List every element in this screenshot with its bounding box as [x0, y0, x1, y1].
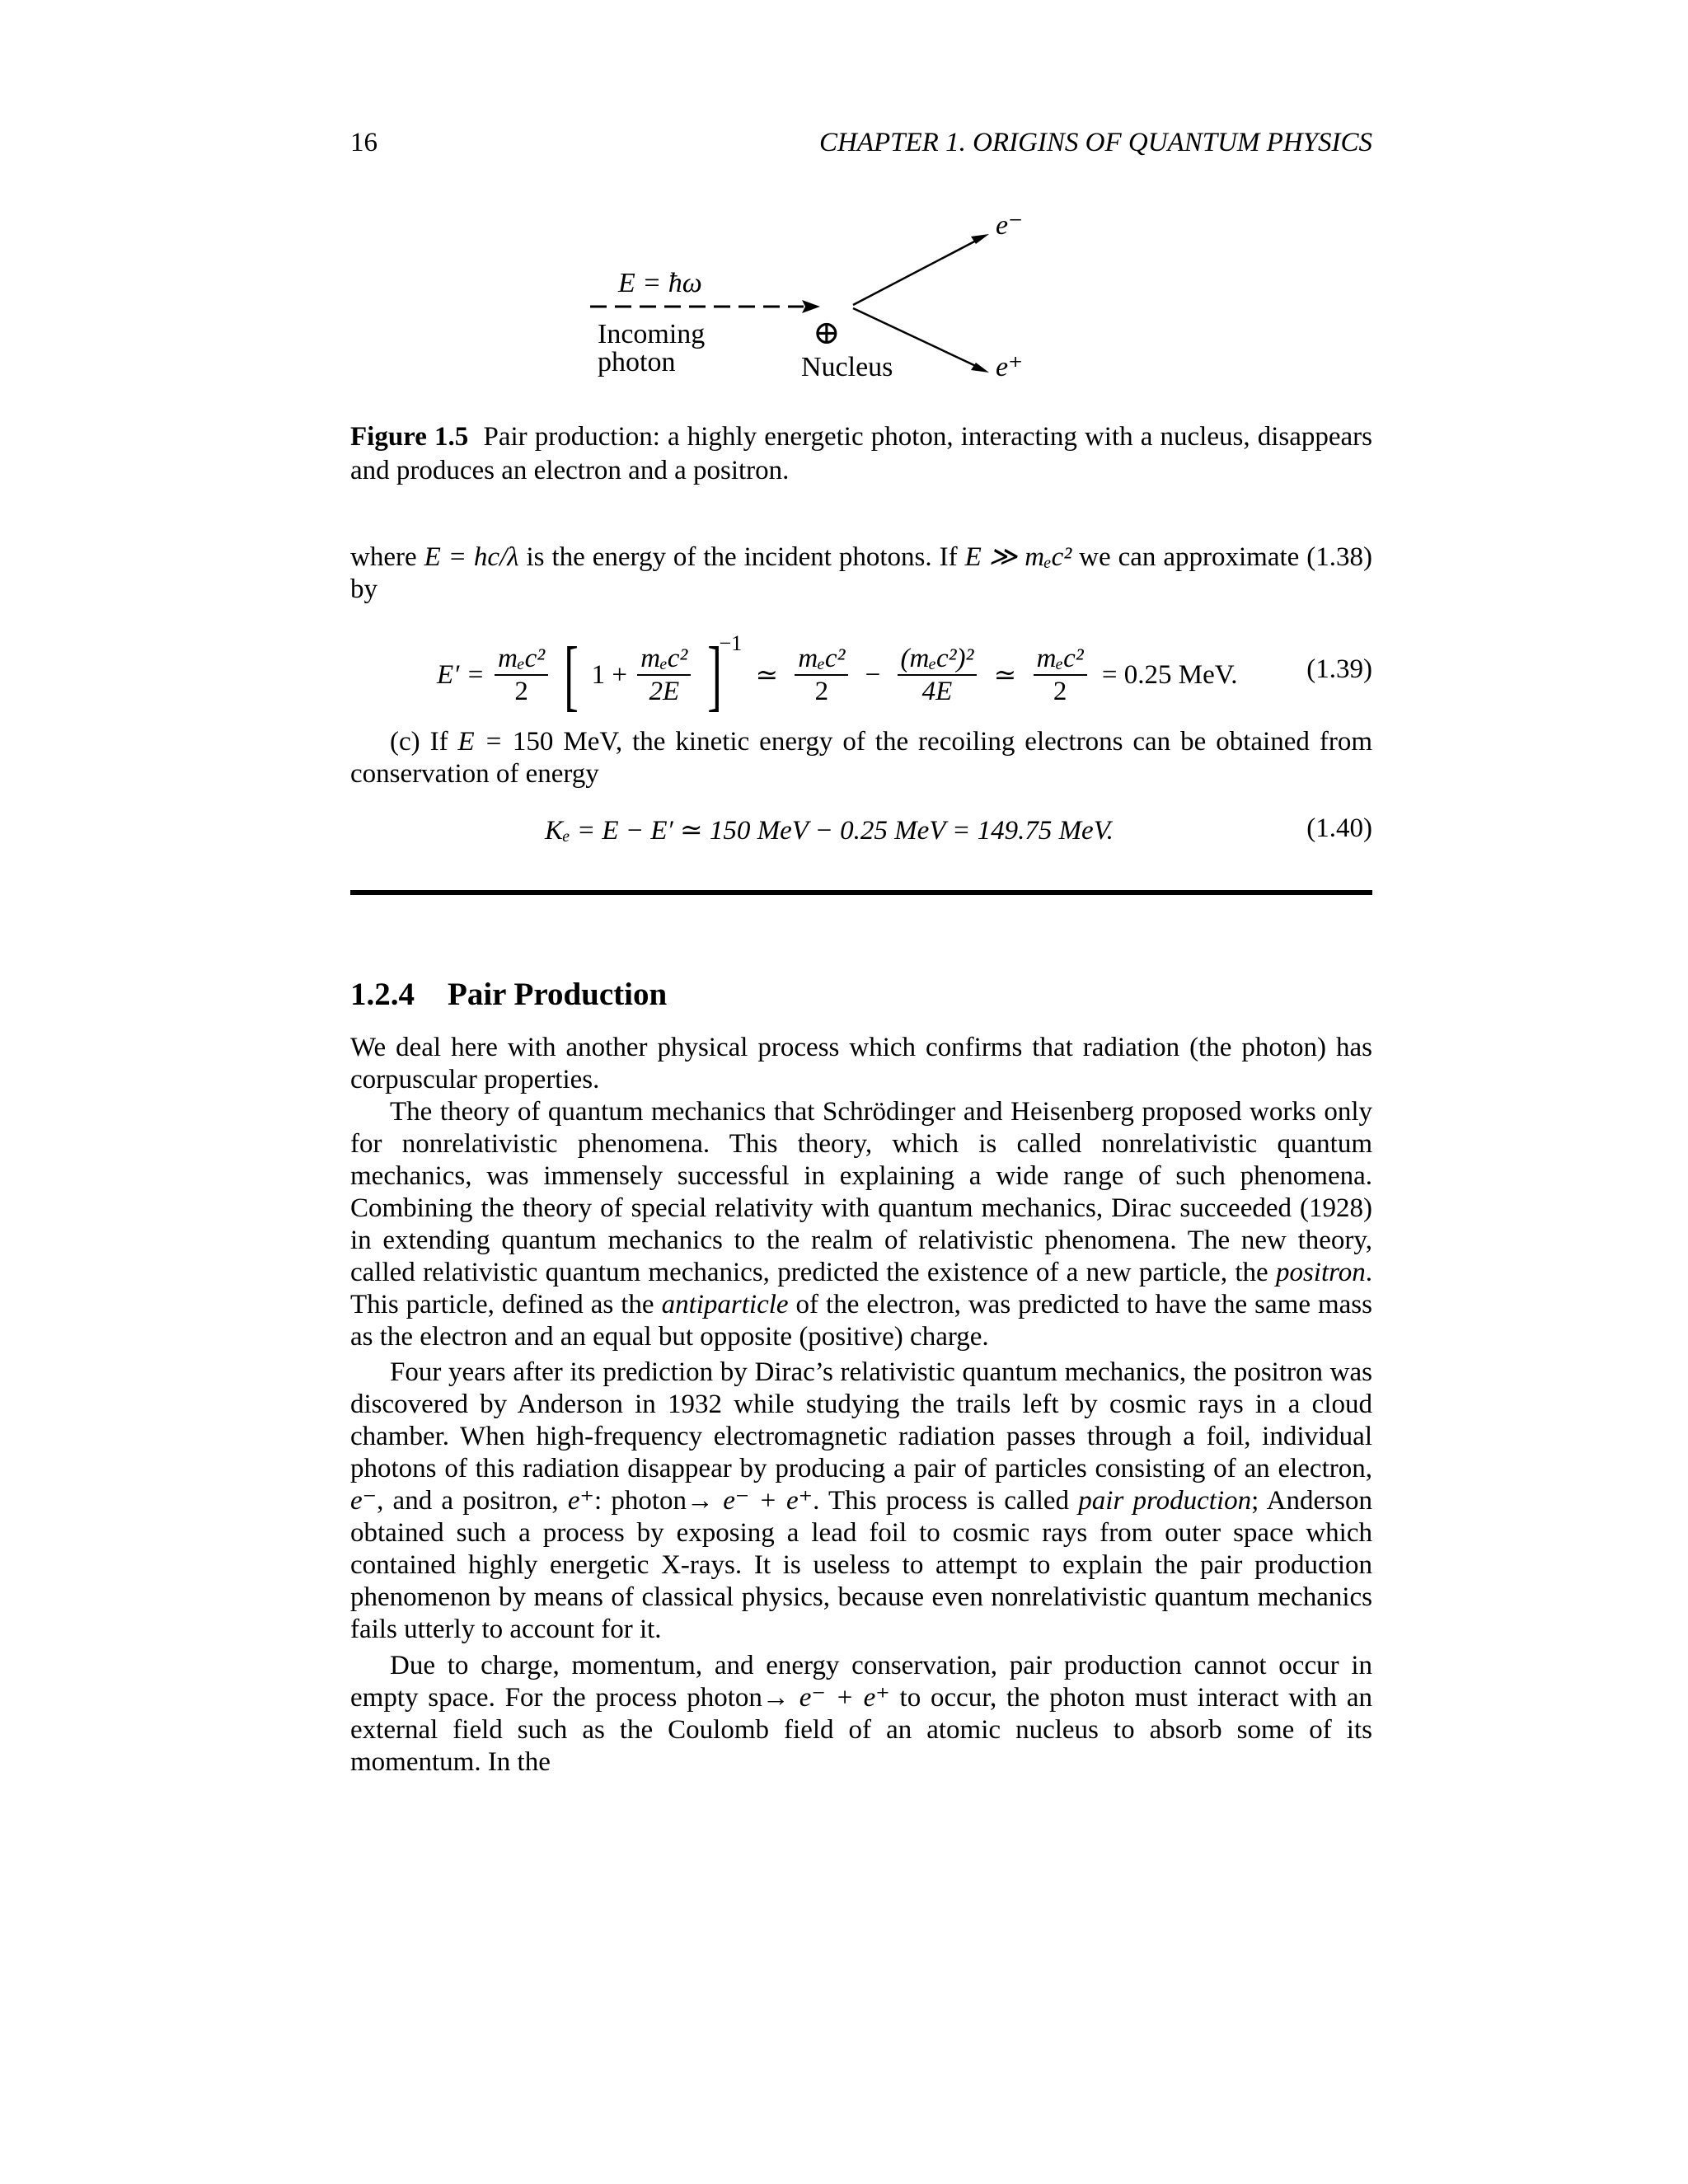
electron-track	[853, 239, 979, 305]
running-title: CHAPTER 1. ORIGINS OF QUANTUM PHYSICS	[819, 128, 1372, 157]
pair-production-figure	[577, 206, 1071, 396]
nucleus-label: Nucleus	[801, 352, 893, 382]
eq139-frac4: $\frac{\text{(mₑc²)²}}{4E}$	[898, 643, 978, 707]
eq139-minus: −	[865, 659, 881, 690]
equation-1-39	[350, 630, 1372, 719]
para2-text-a: (c) If	[390, 727, 458, 757]
paragraph-where	[350, 541, 1372, 606]
para1-math-a: E = hc/λ	[424, 542, 519, 572]
eq139-frac2: $\frac{\text{mₑc²}}{2E}$	[637, 643, 691, 707]
electron-label: e⁻	[996, 210, 1024, 241]
para5-text-e: ; Anderson obtained such a process by exposing a lead foil to cosmic rays from outer space which contained highly energetic X-rays. It is useless to attempt to explain the pair production phenomenon by means of classical physics, because even nonrelativistic quantum mechanics fails utterly to account for it.	[350, 1486, 1372, 1644]
para2-text-b: 150 MeV, the kinetic energy of the recoiling electrons can be obtained from conservation of energy	[350, 727, 1372, 789]
eq139-result: = 0.25 MeV.	[1101, 659, 1238, 690]
para2-math-a: E =	[457, 727, 513, 757]
section-divider	[350, 890, 1372, 895]
section-title: Pair Production	[448, 977, 668, 1012]
para1-text-c: we can approximate (1.38) by	[350, 542, 1372, 604]
eq139-one-plus: 1 +	[591, 659, 628, 690]
para1-math-b: E ≫ mₑc²	[964, 542, 1072, 572]
paragraph-dirac	[350, 1096, 1372, 1353]
figure-caption	[350, 420, 1372, 488]
eq139-frac5: $\frac{\text{mₑc²}}{2}$	[1034, 643, 1087, 707]
eq139-lhs: E′ =	[437, 659, 485, 690]
equation-1-39-number: (1.39)	[1306, 654, 1372, 684]
para6-text-b: to occur, the photon must interact with an external field such as the Coulomb field of an atomic nucleus to absorb some of its momentum. In the	[350, 1683, 1373, 1777]
section-heading	[350, 975, 1372, 1015]
para6-text-a: Due to charge, momentum, and energy conservation, pair production cannot occur in empty space. For the process photon→	[350, 1651, 1372, 1713]
left-bracket: [	[564, 630, 579, 719]
positron-label: e⁺	[996, 352, 1024, 382]
para4-em-antiparticle: antiparticle	[661, 1290, 789, 1319]
para5-text-a: Four years after its prediction by Dirac’s relativistic quantum mechanics, the positron was discovered by Anderson in 1932 while studying the trails left by cosmic rays in a cloud chamber. When high-frequency electromagnetic radiation passes through a foil, individual photons of this radiation disappear by producing a pair of particles consisting of an electron,	[350, 1357, 1372, 1483]
incoming-label-line2: photon	[598, 347, 676, 377]
para4-em-positron: positron	[1275, 1258, 1366, 1287]
section-number: 1.2.4	[350, 977, 415, 1012]
para1-text-a: where	[350, 542, 424, 572]
para5-em-pair-production: pair production	[1078, 1486, 1252, 1516]
paragraph-c	[350, 726, 1372, 790]
para5-text-d: . This process is called	[813, 1486, 1079, 1516]
eq139-approx2: ≃	[993, 661, 1017, 691]
eq139-power: −1	[719, 631, 743, 655]
para4-text-b: . This particle, defined as the	[350, 1258, 1372, 1319]
para6-math-a: e⁻ + e⁺	[799, 1683, 890, 1713]
para5-text-b: , and a positron,	[377, 1486, 568, 1516]
nucleus-icon: ⊕	[813, 314, 841, 351]
para5-math-b: e⁺	[567, 1486, 594, 1516]
para5-text-c: : photon→	[593, 1486, 724, 1516]
para4-text-a: The theory of quantum mechanics that Schrödinger and Heisenberg proposed works only for nonrelativistic phenomena. This theory, which is called nonrelativistic quantum mechanics, was immensely successful in explaining a wide range of such phenomena. Combining the theory of special relativity with quantum mechanics, Dirac succeeded (1928) in extending quantum mechanics to the realm of relativistic phenomena. The new theory, called relativistic quantum mechanics, predicted the existence of a new particle, the	[350, 1097, 1372, 1287]
equation-1-39-body	[437, 630, 1238, 719]
eq139-frac1: $\frac{\text{mₑc²}}{2}$	[495, 643, 548, 707]
para4-text-c: of the electron, was predicted to have the same mass as the electron and an equal but opposite (positive) charge.	[350, 1290, 1372, 1352]
equation-1-40-number: (1.40)	[1306, 813, 1372, 843]
paragraph-intro: We deal here with another physical process which confirms that radiation (the photon) has corpuscular properties.	[350, 1033, 1372, 1094]
figure-label: Figure 1.5	[350, 422, 469, 452]
eq139-approx1: ≃	[755, 661, 779, 691]
page-number: 16	[350, 128, 377, 157]
running-header	[350, 122, 1372, 163]
para5-math-c: e⁻ + e⁺	[723, 1486, 814, 1516]
eq139-frac3: $\frac{\text{mₑc²}}{2}$	[795, 643, 848, 707]
energy-label: E = ħω	[618, 268, 702, 298]
equation-1-40	[350, 813, 1372, 855]
figure-caption-text: Pair production: a highly energetic photon, interacting with a nucleus, disappears and produces an electron and a positron.	[350, 422, 1372, 485]
paragraph-conservation	[350, 1650, 1372, 1779]
photon-arrowhead	[802, 300, 820, 313]
incoming-label-line1: Incoming	[598, 319, 706, 349]
right-bracket: ]	[706, 630, 722, 719]
para5-math-a: e⁻	[350, 1486, 377, 1516]
paragraph-anderson	[350, 1357, 1372, 1646]
para1-text-b: is the energy of the incident photons. If	[518, 542, 965, 572]
equation-1-40-body: Kₑ = E − E′ ≃ 150 MeV − 0.25 MeV = 149.75 MeV.	[545, 816, 1114, 846]
